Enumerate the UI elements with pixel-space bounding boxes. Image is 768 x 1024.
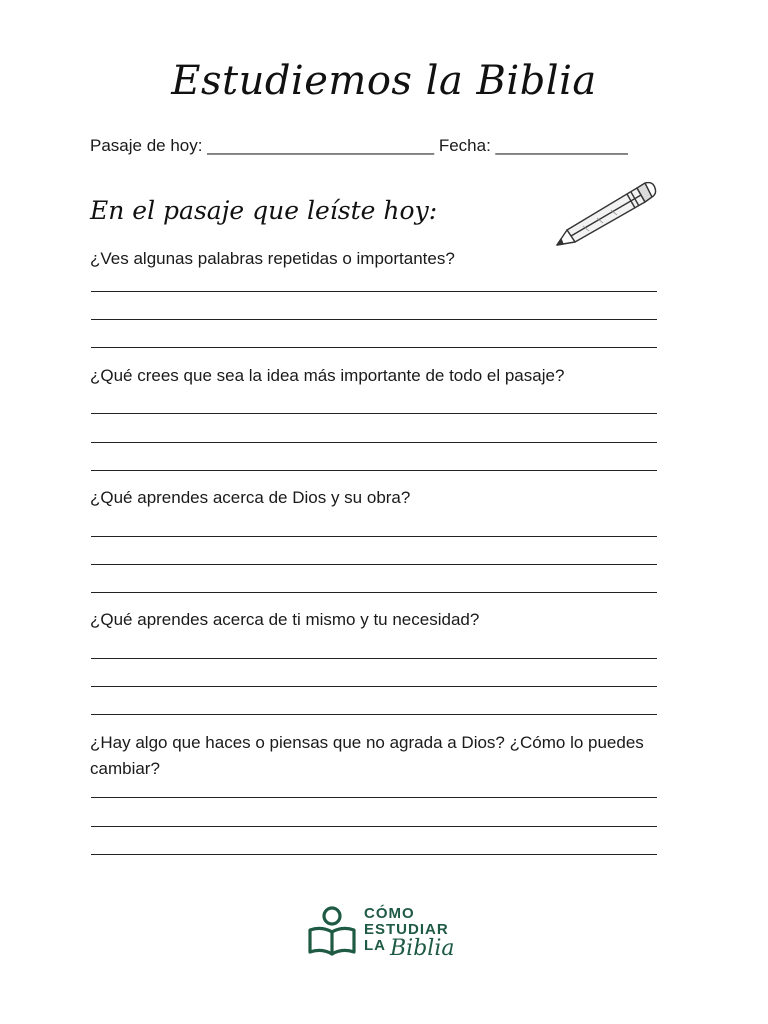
answer-line[interactable]: [91, 291, 657, 292]
answer-line[interactable]: [91, 714, 657, 715]
passage-date-line: Pasaje de hoy: ________________________ Fecha: ______________: [90, 136, 628, 155]
question-2: ¿Qué crees que sea la idea más importante de todo el pasaje?: [90, 366, 565, 385]
pencil-icon: [553, 178, 659, 248]
answer-line[interactable]: [91, 564, 657, 565]
logo-line-3: LA: [364, 937, 386, 954]
brand-logo: [304, 900, 464, 964]
answer-line[interactable]: [91, 536, 657, 537]
logo-line-2: ESTUDIAR: [364, 921, 449, 938]
answer-line[interactable]: [91, 442, 657, 443]
person-reading-book-icon: [304, 904, 360, 960]
answer-line[interactable]: [91, 319, 657, 320]
question-3: ¿Qué aprendes acerca de Dios y su obra?: [90, 488, 411, 507]
answer-line[interactable]: [91, 686, 657, 687]
section-heading: En el pasaje que leíste hoy:: [90, 196, 438, 225]
logo-script: Biblia: [390, 936, 455, 961]
answer-line[interactable]: [91, 854, 657, 855]
answer-line[interactable]: [91, 347, 657, 348]
answer-line[interactable]: [91, 592, 657, 593]
question-5: ¿Hay algo que haces o piensas que no agrada a Dios? ¿Cómo lo puedes cambiar?: [90, 733, 644, 778]
question-1: ¿Ves algunas palabras repetidas o importantes?: [90, 249, 455, 268]
question-4: ¿Qué aprendes acerca de ti mismo y tu necesidad?: [90, 610, 480, 629]
logo-line-1: CÓMO: [364, 905, 415, 922]
answer-line[interactable]: [91, 658, 657, 659]
page-title: Estudiemos la Biblia: [171, 58, 597, 104]
answer-line[interactable]: [91, 413, 657, 414]
answer-line[interactable]: [91, 470, 657, 471]
answer-line[interactable]: [91, 797, 657, 798]
answer-line[interactable]: [91, 826, 657, 827]
